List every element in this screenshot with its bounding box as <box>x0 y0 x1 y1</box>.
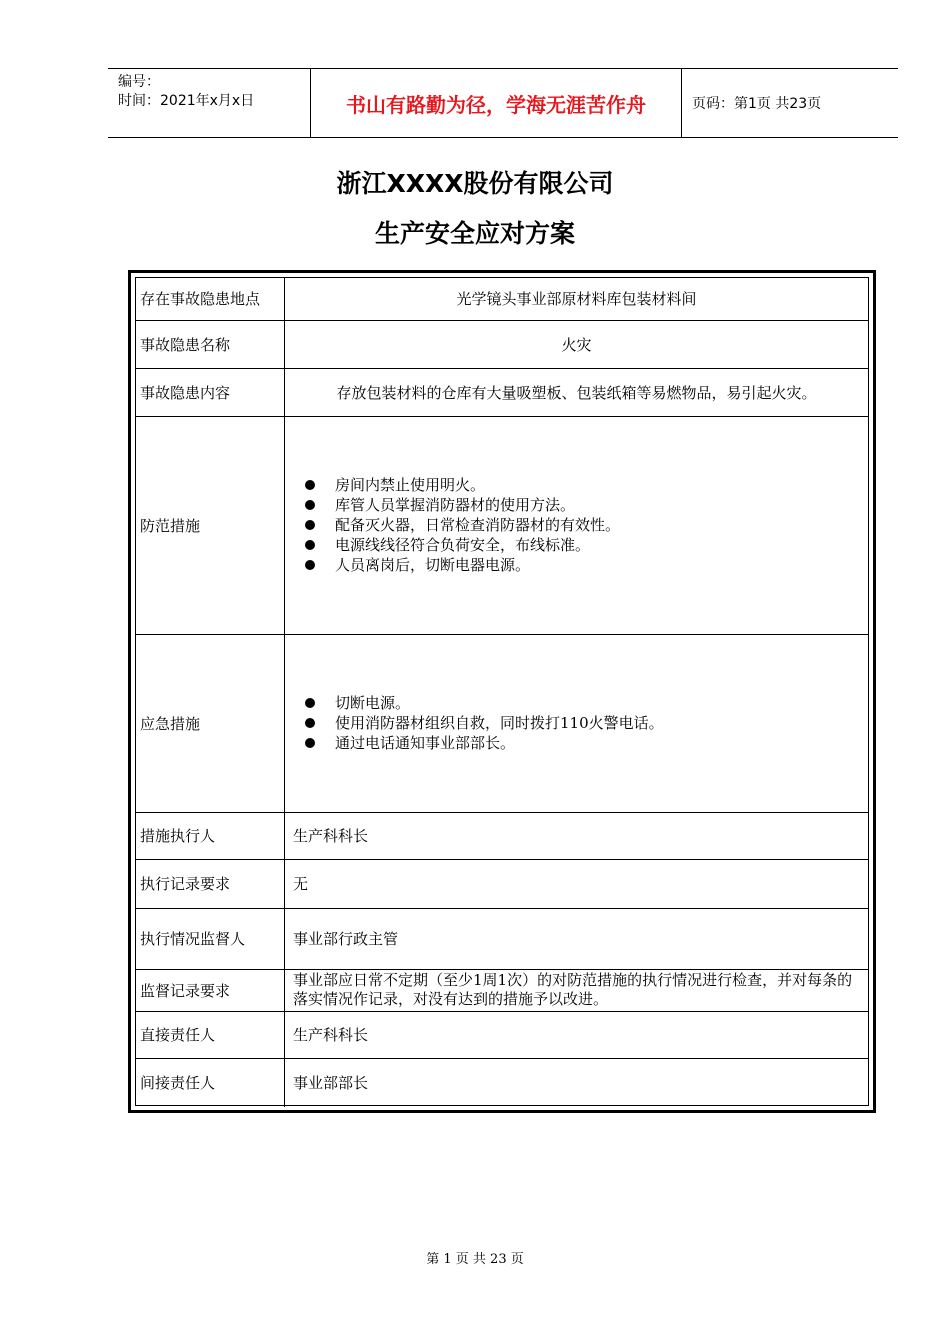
bullet-icon <box>305 718 315 728</box>
table-row <box>136 416 868 634</box>
row-value: 事业部行政主管 <box>285 908 869 969</box>
list-item-text: 通过电话通知事业部部长。 <box>335 734 516 752</box>
document-title: 浙江XXXX股份有限公司 <box>336 169 614 198</box>
document-subtitle: 生产安全应对方案 <box>374 219 575 248</box>
list-item <box>303 515 860 535</box>
header-page-info: 页码：第1页 共23页 <box>692 96 822 112</box>
list-item <box>303 535 860 555</box>
row-value: 事业部部长 <box>285 1058 869 1107</box>
list-item-text: 库管人员掌握消防器材的使用方法。 <box>335 496 576 514</box>
prevention-list <box>293 475 860 575</box>
emergency-list <box>293 693 860 753</box>
plan-table-inner <box>135 277 869 1106</box>
number-label: 编号： <box>118 74 160 90</box>
table-row <box>136 368 868 416</box>
row-label: 存在事故隐患地点 <box>136 278 285 320</box>
row-value: 存放包装材料的仓库有大量吸塑板、包装纸箱等易燃物品，易引起火灾。 <box>285 368 869 416</box>
table-row <box>136 969 868 1011</box>
page-footer: 第 1 页 共 23 页 <box>426 1252 524 1267</box>
row-value: 无 <box>285 859 869 908</box>
row-label: 监督记录要求 <box>136 969 285 1011</box>
row-label: 应急措施 <box>136 634 285 812</box>
document-header <box>108 68 898 138</box>
list-item <box>303 495 860 515</box>
row-label: 事故隐患名称 <box>136 320 285 368</box>
list-item <box>303 475 860 495</box>
table-row <box>136 278 868 320</box>
bullet-icon <box>305 500 315 510</box>
row-label: 间接责任人 <box>136 1058 285 1107</box>
table-row <box>136 1011 868 1058</box>
table-row <box>136 634 868 812</box>
list-item-text: 使用消防器材组织自救，同时拨打110火警电话。 <box>335 714 664 732</box>
list-item-text: 房间内禁止使用明火。 <box>335 476 486 494</box>
bullet-icon <box>305 520 315 530</box>
row-label: 执行情况监督人 <box>136 908 285 969</box>
list-item-text: 切断电源。 <box>335 694 411 712</box>
emergency-measures <box>285 634 869 812</box>
list-item-text: 电源线线径符合负荷安全，布线标准。 <box>335 536 591 554</box>
table-row <box>136 320 868 368</box>
table-row <box>136 908 868 969</box>
row-label: 事故隐患内容 <box>136 368 285 416</box>
list-item-text: 配备灭火器，日常检查消防器材的有效性。 <box>335 516 621 534</box>
list-item <box>303 555 860 575</box>
table-row <box>136 1058 868 1107</box>
date-label: 时间：2021年x月x日 <box>118 93 255 109</box>
header-meta <box>108 69 311 137</box>
row-label: 直接责任人 <box>136 1011 285 1058</box>
row-label: 防范措施 <box>136 416 285 634</box>
row-value: 生产科科长 <box>285 1011 869 1058</box>
table-row <box>136 812 868 859</box>
prevention-measures <box>285 416 869 634</box>
plan-table-frame <box>128 270 876 1113</box>
list-item <box>303 693 860 713</box>
bullet-icon <box>305 560 315 570</box>
bullet-icon <box>305 540 315 550</box>
list-item <box>303 733 860 753</box>
list-item-text: 人员离岗后，切断电器电源。 <box>335 556 531 574</box>
bullet-icon <box>305 480 315 490</box>
bullet-icon <box>305 738 315 748</box>
row-value: 事业部应日常不定期（至少1周1次）的对防范措施的执行情况进行检查，并对每条的落实情况作记录，对没有达到的措施予以改进。 <box>285 969 869 1011</box>
table-row <box>136 859 868 908</box>
row-label: 措施执行人 <box>136 812 285 859</box>
header-motto: 书山有路勤为径，学海无涯苦作舟 <box>311 69 682 137</box>
row-value: 火灾 <box>285 320 869 368</box>
row-value: 生产科科长 <box>285 812 869 859</box>
row-label: 执行记录要求 <box>136 859 285 908</box>
list-item <box>303 713 860 733</box>
bullet-icon <box>305 698 315 708</box>
plan-table <box>136 278 868 1107</box>
row-value: 光学镜头事业部原材料库包装材料间 <box>285 278 869 320</box>
